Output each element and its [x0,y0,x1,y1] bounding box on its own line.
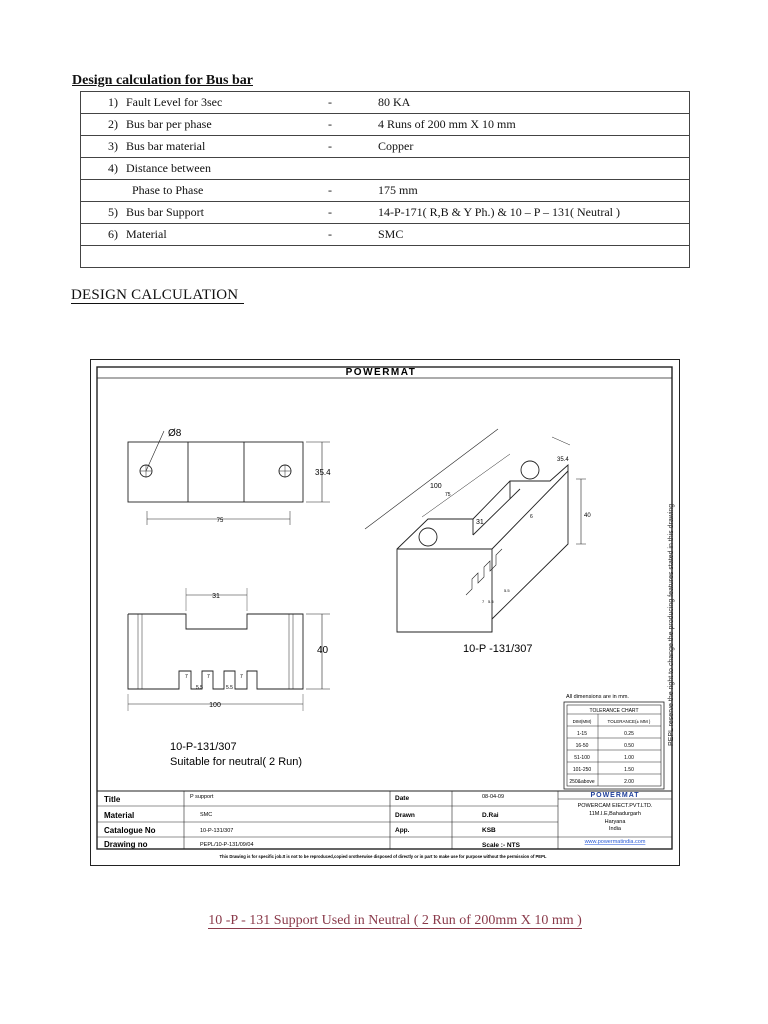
spec-dash: - [328,224,378,246]
tb-title-label: Title [104,795,121,804]
dim-notch-3: 7 [240,674,243,680]
spec-dash: - [328,180,378,202]
spec-num: 3) [81,136,127,158]
section-heading-text: DESIGN CALCULATION [71,287,244,304]
tolerance-title: TOLERANCE CHART [589,708,639,714]
tb-company-state: Haryana [604,819,626,825]
tb-company-country: India [609,826,621,832]
tb-title-value: P support [190,794,214,800]
spec-row [81,114,690,136]
spec-table [80,91,690,268]
spec-dash: - [328,136,378,158]
iso-label: 10-P -131/307 [463,643,533,655]
spec-row [81,224,690,246]
part-sub-label: Suitable for neutral( 2 Run) [170,756,303,768]
iso-dim-100: 100 [430,483,442,490]
spec-dash: - [328,92,378,114]
tolerance-value: 2.00 [624,779,634,785]
tb-catalogue-label: Catalogue No [104,826,156,835]
drawing-footer: This Drawing is for specific job.It is not to be reproduced,copied orotherwise disposed of directly or in part to make use for purpose without the permission of PEPL [219,854,547,859]
iso-dim-35-4: 35.4 [557,457,569,463]
dim-gap-2: 5.5 [226,685,233,691]
tolerance-value: 1.50 [624,767,634,773]
tb-material-value: SMC [200,812,213,818]
spec-label: Fault Level for 3sec [126,92,328,114]
dim-len-front: 100 [209,702,221,709]
tb-drawn-label: Drawn [395,812,415,819]
tb-app-value: KSB [482,827,496,834]
tb-material-label: Material [104,811,135,820]
figure-caption-text: 10 -P - 131 Support Used in Neutral ( 2 Run of 200mm X 10 mm ) [208,913,582,928]
dim-notch-2: 7 [207,674,210,680]
tb-date-value: 08-04-09 [482,794,505,800]
spec-row [81,158,690,180]
tb-company-web: www.powermatindia.com [584,839,646,845]
tolerance-dim: 51-100 [574,755,590,761]
spec-value [378,158,690,180]
iso-dim-notch: 7 [482,599,485,604]
spec-label: Bus bar per phase [126,114,328,136]
engineering-drawing [90,359,680,866]
spec-value: Copper [378,136,690,158]
tb-date-label: Date [395,795,410,802]
spec-num: 6) [81,224,127,246]
tb-company-brand: POWERMAT [590,792,640,799]
iso-dim-gap-2: 5.5 [504,588,510,593]
spec-value: 4 Runs of 200 mm X 10 mm [378,114,690,136]
dim-notch-1: 7 [185,674,188,680]
spec-label: Phase to Phase [126,180,328,202]
spec-num: 5) [81,202,127,224]
spec-label: Bus bar material [126,136,328,158]
tb-company-addr: 11M.I.E,Bahadurgarh [589,811,641,817]
iso-dim-gap: 5.5 [488,599,494,604]
tb-app-label: App. [395,827,410,834]
spec-row [81,136,690,158]
tolerance-col-tol: TOLERANCE(± MM ) [607,719,651,724]
tolerance-col-dim: DIM(MM) [572,719,592,724]
spec-value: 14-P-171( R,B & Y Ph.) & 10 – P – 131( Neutral ) [378,202,690,224]
spec-dash [328,246,378,268]
dim-len-top: 75 [216,518,224,524]
tolerance-dim: 16-50 [575,743,589,749]
tolerance-value: 0.25 [624,731,634,737]
dim-hole-dia: Ø8 [168,428,182,439]
spec-label [126,246,328,268]
iso-dim-6: 6 [530,514,533,520]
iso-dim-31: 31 [476,519,484,526]
spec-num [81,180,127,202]
spec-dash [328,158,378,180]
dim-gap-1: 5.5 [196,685,203,691]
spec-value [378,246,690,268]
tolerance-dim: 101-250 [572,767,592,773]
spec-num: 2) [81,114,127,136]
spec-num: 4) [81,158,127,180]
section-heading [71,287,244,304]
tb-drawn-value: D.Rai [482,812,499,819]
tb-scale: Scale :- NTS [482,842,520,849]
spec-row [81,202,690,224]
dim-slot-top: 31 [212,593,220,600]
figure-caption [0,913,768,929]
dim-height-front: 40 [317,645,329,656]
tolerance-dim: 1-15 [576,731,588,737]
tolerance-dim: 250&above [569,779,595,785]
tb-drawing-value: PEPL/10-P-131/09/04 [200,842,254,848]
part-label: 10-P-131/307 [170,741,237,753]
side-note: PEPL reserve the right to change the producing features stated in this drawing [668,503,675,746]
spec-value: 80 KA [378,92,690,114]
tb-catalogue-value: 10-P-131/307 [200,828,234,834]
spec-num: 1) [81,92,127,114]
spec-num [81,246,127,268]
dim-note: All dimensions are in mm. [566,694,629,700]
spec-value: SMC [378,224,690,246]
spec-row [81,180,690,202]
tolerance-value: 0.50 [624,743,634,749]
spec-row [81,246,690,268]
drawing-brand: POWERMAT [345,367,417,378]
spec-row [81,92,690,114]
tb-drawing-label: Drawing no [104,840,148,849]
spec-dash: - [328,202,378,224]
spec-label: Distance between [126,158,328,180]
dim-height-top: 35.4 [315,468,331,477]
iso-dim-75: 75 [445,492,451,498]
spec-label: Bus bar Support [126,202,328,224]
spec-value: 175 mm [378,180,690,202]
tolerance-value: 1.00 [624,755,634,761]
spec-label: Material [126,224,328,246]
spec-dash: - [328,114,378,136]
tb-company-name: POWERCAM EIECT.PVT.LTD. [577,803,653,809]
iso-dim-40: 40 [584,513,591,519]
page-heading: Design calculation for Bus bar [72,73,253,88]
